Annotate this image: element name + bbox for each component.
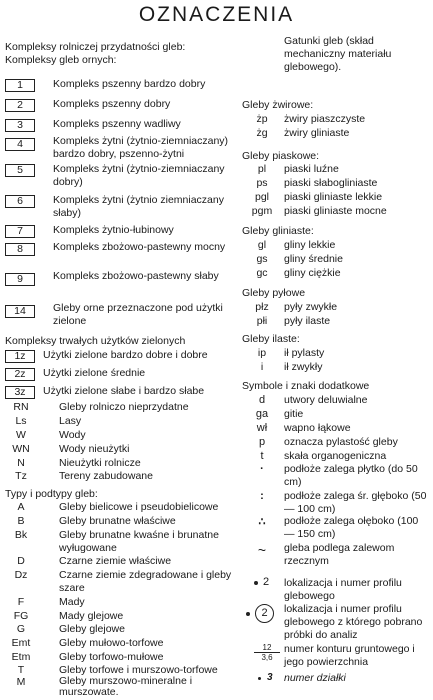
kind-code: i [260,361,264,373]
land-desc: Gleby rolniczo nieprzydatne [59,401,189,413]
symbol-code: t [260,450,264,462]
kind-code: pgl [254,191,269,203]
type-desc: Gleby brunatne właściwe [59,515,176,527]
type-code: D [17,555,25,567]
complex-code-box: 2z [5,368,35,381]
symbol-desc: gitie [284,408,304,420]
symbols-header: Symbole i znaki dodatkowe [242,380,370,392]
type-code: F [17,596,25,608]
kind-code: płz [255,301,269,313]
type-desc: Czarne ziemie właściwe [59,555,172,567]
symbol-desc: podłoże zalega ołęboko (100 — 150 cm) [284,515,419,540]
kind-code: pgm [251,205,273,217]
complex-code-box: 6 [5,195,35,208]
type-desc: Czarne ziemie zdegradowane i gleby szare [59,569,232,594]
type-desc: Mady glejowe [59,610,124,622]
profile-marker [254,578,284,592]
medium-dots-icon: : [260,490,264,502]
kind-code: gc [256,267,268,279]
complex-desc: Kompleks pszenny bardzo dobry [53,78,206,90]
complex-desc: Użytki zielone bardzo dobre i dobre [43,349,208,361]
kind-desc: pyły zwykłe [284,301,338,313]
kind-desc: gliny średnie [284,253,343,265]
complex-desc: Użytki zielone średnie [43,367,146,379]
land-code: Ls [15,415,27,427]
kind-code: żp [256,113,268,125]
complex-code-box: 9 [5,273,35,286]
symbol-desc: skała organogeniczna [284,450,387,462]
kind-code: żg [256,127,268,139]
land-code: WN [12,443,30,455]
land-desc: Lasy [59,415,82,427]
symbol-desc: utwory deluwialne [284,394,368,406]
complex-desc: Kompleks żytni (żytnio ziemniaczany słaby) [53,194,224,219]
flood-wave-icon: ~ [257,542,267,558]
complex-desc: Kompleks pszenny wadliwy [53,118,181,130]
type-code: FG [13,610,29,622]
type-code: B [17,515,25,527]
kind-desc: ił pylasty [284,347,325,359]
symbol-desc: podłoże zalega śr. głęboko (50 — 100 cm) [284,490,427,515]
complex-code-box: 8 [5,243,35,256]
complex-code-box: 14 [5,305,35,318]
kind-code: gl [257,239,267,251]
group-title: Gleby gliniaste: [242,225,314,237]
symbol-code: p [258,436,266,448]
complex-code-box: 2 [5,99,35,112]
soil-kinds-header: Gatunki gleb (skład mechaniczny materiału glebowego). [284,35,392,73]
dot-icon [258,677,261,680]
circled-profile-number: 2 [255,604,274,623]
land-desc: Nieużytki rolnicze [59,457,141,469]
type-desc: Gleby torfowe i murszowo-torfowe [59,664,218,676]
dot-icon [246,612,250,616]
complex-desc: Kompleks żytni (żytnio-ziemniaczany) bardzo dobry, pszenno-żytni [53,135,229,160]
contour-area: 3,6 [254,652,280,662]
kind-desc: żwiry gliniaste [284,127,350,139]
kind-desc: piaski słabogliniaste [284,177,378,189]
land-code: W [16,429,26,441]
complex-desc: Kompleks zbożowo-pastewny słaby [53,270,219,282]
group-title: Gleby ilaste: [242,333,300,345]
type-desc: Mady [59,596,85,608]
complex-code-box: 1 [5,79,35,92]
land-desc: Wody nieużytki [59,443,130,455]
type-code: T [17,664,25,676]
symbol-desc: gleba podlega zalewom rzecznym [284,542,395,567]
arable-soils-header: Kompleksy gleb ornych: [5,54,117,66]
symbol-code: ga [255,408,269,420]
group-title: Gleby pyłowe [242,287,306,299]
contour-desc: numer konturu gruntowego i jego powierzchnia [284,643,415,668]
land-code: RN [13,401,29,413]
type-desc: Gleby torfowo-mułowe [59,651,164,663]
symbol-desc: podłoże zalega płytko (do 50 cm) [284,463,418,488]
kind-code: gs [256,253,268,265]
complex-desc: Kompleks pszenny dobry [53,98,171,110]
sampled-profile-marker [246,604,282,624]
page-title: OZNACZENIA [138,3,295,26]
group-title: Gleby piaskowe: [242,150,320,162]
dot-icon [254,581,258,585]
type-code: Bk [14,529,28,541]
contour-number: 12 [262,643,272,652]
kind-desc: pyły ilaste [284,315,331,327]
profile-desc: lokalizacja i numer profilu glebowego [284,577,402,602]
profile-number: 2 [263,576,270,588]
complex-desc: Kompleks żytni (żytnio-ziemniaczany dobry) [53,163,225,188]
type-code: Dz [14,569,28,581]
complex-desc: Kompleks żytnio-łubinowy [53,224,174,236]
symbol-code: d [258,394,266,406]
type-desc: Gleby glejowe [59,623,125,635]
complex-code-box: 3z [5,386,35,399]
kind-desc: żwiry piaszczyste [284,113,366,125]
group-title: Gleby żwirowe: [242,99,314,111]
land-desc: Tereny zabudowane [59,470,153,482]
arable-complexes-header: Kompleksy rolniczej przydatności gleb: [5,41,186,53]
type-desc: Gleby mułowo-torfowe [59,637,164,649]
profile-desc: lokalizacja i numer profilu glebowego z którego pobrano próbki do analiz [284,603,423,641]
plot-number: 3 [267,672,273,683]
type-code: A [17,501,25,513]
type-code: G [16,623,26,635]
soil-types-header: Typy i podtypy gleb: [5,488,98,500]
kind-code: płi [256,315,268,327]
type-desc: Gleby brunatne kwaśne i brunatne wyługowane [59,529,219,554]
contour-fraction [254,643,280,662]
kind-desc: gliny ciężkie [284,267,341,279]
complex-code-box: 5 [5,164,35,177]
plot-desc: numer działki [284,672,346,684]
land-code: N [17,457,25,469]
type-code: Etm [11,651,31,663]
kind-desc: gliny lekkie [284,239,336,251]
kind-desc: ił zwykły [284,361,323,373]
kind-desc: piaski luźne [284,163,339,175]
deep-dots-icon: ∴ [258,516,266,528]
complex-code-box: 3 [5,119,35,132]
complex-desc: Użytki zielone słabe i bardzo słabe [43,385,205,397]
shallow-dot-icon: · [260,463,264,475]
complex-desc: Kompleks zbożowo-pastewny mocny [53,241,226,253]
land-code: Tz [15,470,27,482]
type-code: M [16,676,26,688]
symbol-desc: oznacza pylastość gleby [284,436,398,448]
symbol-code: wł [256,422,268,434]
complex-desc: Gleby orne przeznaczone pod użytki zielone [53,302,223,327]
complex-code-box: 4 [5,138,35,151]
green-complexes-header: Kompleksy trwałych użytków zielonych [5,335,186,347]
land-desc: Wody [59,429,86,441]
complex-code-box: 7 [5,225,35,238]
kind-code: ip [257,347,267,359]
symbol-desc: wapno łąkowe [284,422,351,434]
kind-desc: piaski gliniaste lekkie [284,191,383,203]
type-desc: Gleby murszowo-mineralne i murszowate. [59,675,193,698]
kind-code: ps [256,177,268,189]
type-code: Emt [11,637,31,649]
kind-desc: piaski gliniaste mocne [284,205,387,217]
complex-code-box: 1z [5,350,35,363]
kind-code: pl [257,163,267,175]
type-desc: Gleby bielicowe i pseudobielicowe [59,501,219,513]
